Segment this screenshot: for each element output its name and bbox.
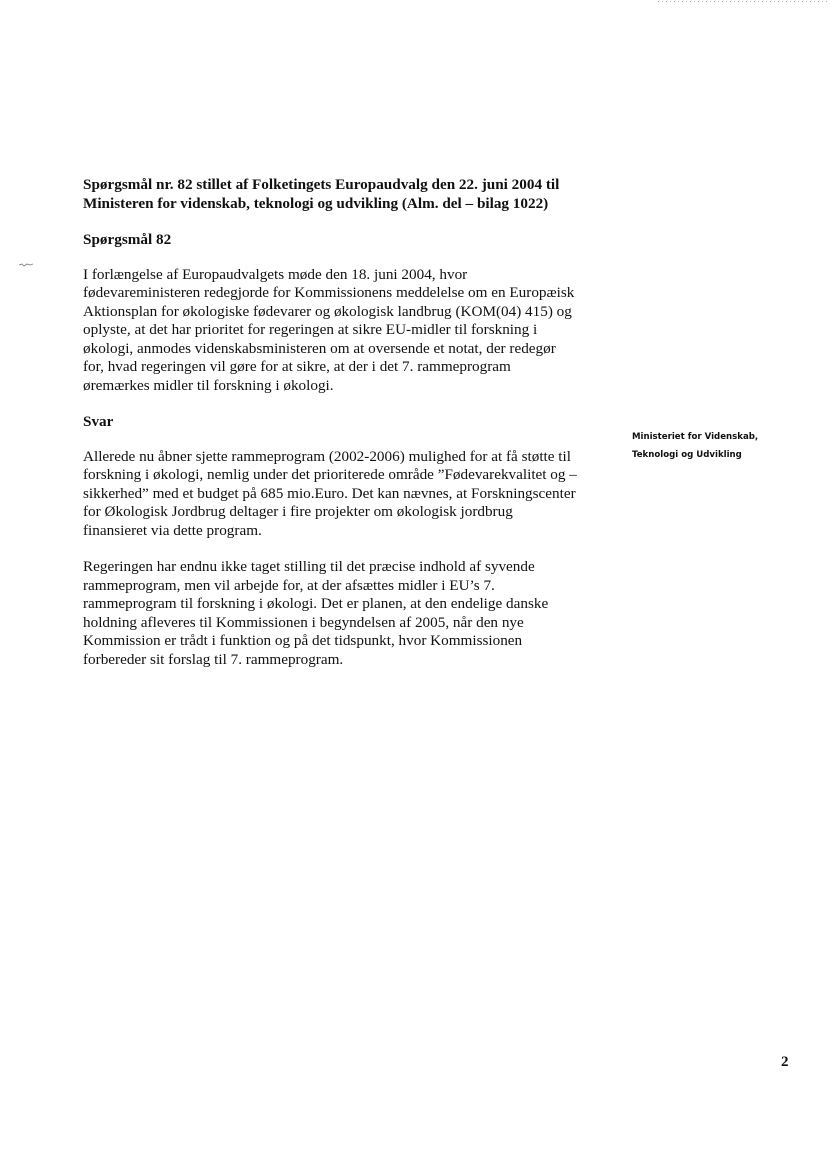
paragraph-line: holdning afleveres til Kommissionen i begyndelsen af 2005, når den nye	[83, 613, 524, 631]
paragraph-line: finansieret via dette program.	[83, 521, 262, 539]
paragraph-line: Regeringen har endnu ikke taget stilling til det præcise indhold af syvende	[83, 558, 535, 575]
paragraph-line: økologi, anmodes videnskabsministeren om at oversende et notat, der redegør	[83, 339, 556, 357]
question-heading: Spørgsmål 82	[83, 231, 172, 248]
paragraph-line: for Økologisk Jordbrug deltager i fire projekter om økologisk jordbrug	[83, 503, 513, 520]
answer-heading: Svar	[83, 413, 114, 430]
paragraph-line: rammeprogram til forskning i økologi. Det er planen, at den endelige danske	[83, 595, 549, 612]
page-number: 2	[781, 1054, 789, 1070]
paragraph-line: forskning i økologi, nemlig under det prioriterede område ”Fødevarekvalitet og –	[83, 466, 577, 483]
answer-paragraph-1	[83, 448, 613, 541]
paragraph-line: Aktionsplan for økologiske fødevarer og økologisk landbrug (KOM(04) 415) og	[83, 302, 572, 320]
paragraph-line: for, hvad regeringen vil gøre for at sikre, at der i det 7. rammeprogram	[83, 358, 511, 375]
paragraph-line: oplyste, at det har prioritet for regeringen at sikre EU-midler til forskning i	[83, 321, 538, 338]
paragraph-line: Allerede nu åbner sjette rammeprogram (2002-2006) mulighed for at få støtte til	[83, 447, 571, 465]
scan-artifact-mark	[19, 263, 33, 267]
paragraph-line: Kommission er trådt i funktion og på det tidspunkt, hvor Kommissionen	[83, 632, 523, 649]
document-title-line: Ministeren for videnskab, teknologi og udvikling (Alm. del – bilag 1022)	[83, 194, 549, 212]
answer-paragraph-2	[83, 558, 613, 669]
ministry-name-line: Teknologi og Udvikling	[632, 450, 742, 460]
paragraph-line: fødevareministeren redegjorde for Kommissionens meddelelse om en Europæisk	[83, 284, 575, 301]
main-content	[83, 176, 613, 687]
paragraph-line: I forlængelse af Europaudvalgets møde den 18. juni 2004, hvor	[83, 265, 468, 283]
ministry-sidebar-label	[632, 428, 802, 464]
paragraph-line: rammeprogram, men vil arbejde for, at der afsættes midler i EU’s 7.	[83, 576, 495, 594]
ministry-name-line: Ministeriet for Videnskab,	[632, 432, 759, 442]
scan-artifact-dots	[658, 0, 828, 3]
paragraph-line: forbereder sit forslag til 7. rammeprogram.	[83, 650, 344, 668]
paragraph-line: øremærkes midler til forskning i økologi.	[83, 376, 334, 394]
paragraph-line: sikkerhed” med et budget på 685 mio.Euro. Det kan nævnes, at Forskningscenter	[83, 484, 576, 502]
question-paragraph	[83, 266, 613, 396]
document-title-line: Spørgsmål nr. 82 stillet af Folketingets Europaudvalg den 22. juni 2004 til	[83, 176, 560, 193]
document-title	[83, 176, 613, 213]
